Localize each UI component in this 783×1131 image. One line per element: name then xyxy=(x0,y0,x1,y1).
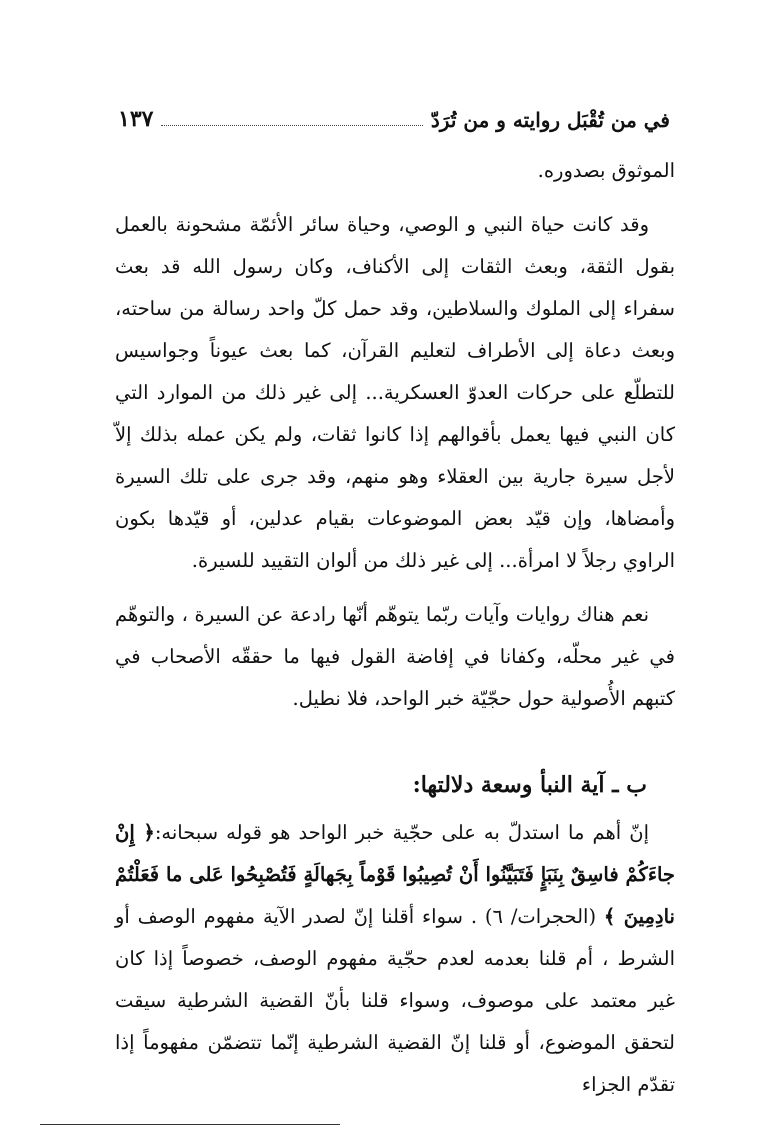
header-dotted-leader xyxy=(161,125,422,126)
paragraph-biography-practice: وقد كانت حياة النبي و الوصي، وحياة سائر الأئمّة مشحونة بالعمل بقول الثقة، وبعث الثقات إلى الأكناف، وكان رسول الله قد بعث سفراء إلى الملوك والسلاطين، وقد حمل كلّ واحد رسالة من ساحته، وبعث دعاة إلى الأطراف لتعليم القرآن، كما بعث عيوناً وجواسيس للتطلّع على حركات العدوّ العسكرية... إلى غير ذلك من الموارد التي كان النبي فيها يعمل بأقوالهم إذا كانوا ثقات، ولم يكن عمله بذلك إلاّ لأجل سيرة جارية بين العقلاء وهو منهم، وقد جرى على تلك السيرة وأمضاها، وإن قيّد بعض الموضوعات بقيام عدلين، أو قيّدها بكون الراوي رجلاً لا امرأة... إلى غير ذلك من ألوان التقييد للسيرة. xyxy=(115,213,675,572)
page-number: ١٣٧ xyxy=(118,106,154,132)
verse-intro-text: إنّ أهم ما استدلّ به على حجّية خبر الواحد هو قوله سبحانه: xyxy=(154,821,649,844)
section-heading: ب ـ آية النبأ وسعة دلالتها: xyxy=(412,772,647,798)
header-title: في من تُقْبَل روايته و من تُرَدّ xyxy=(430,108,670,132)
verse-discussion-text: (الحجرات/ ٦) . سواء أقلنا إنّ لصدر الآية مفهوم الوصف أو الشرط ، أم قلنا بعدمه لعدم حجّية مفهوم الوصف، خصوصاً إذا كان غير معتمد على موصوف، وسواء قلنا بأنّ القضية الشرطية سيقت لتحقق الموضوع، أو قلنا إنّ القضية الشرطية إنّما تتضمّن مفهوماً إذا تقدّم الجزاء xyxy=(115,905,675,1096)
paragraph-verse-argument xyxy=(115,812,675,1106)
footer-rule xyxy=(40,1124,340,1125)
running-header xyxy=(118,98,670,132)
paragraph-continuation: الموثوق بصدوره. xyxy=(537,159,675,182)
page-body xyxy=(115,150,675,1106)
paragraph-deterrent-narrations: نعم هناك روايات وآيات ربّما يتوهّم أنّها رادعة عن السيرة ، والتوهّم في غير محلّه، وكفانا في إفاضة القول فيها ما حققّه الأصحاب في كتبهم الأُصولية حول حجّيّة خبر الواحد، فلا نطيل. xyxy=(115,603,675,710)
quran-verse: ﴿ إِنْ جاءَكُمْ فاسِقٌ بِنَبَإٍ فَتَبَيَّنُوا أَنْ تُصِيبُوا قَوْماً بِجَهالَةٍ فَتُصْبِحُوا عَلى ما فَعَلْتُمْ نادِمِينَ ﴾ xyxy=(115,821,675,928)
